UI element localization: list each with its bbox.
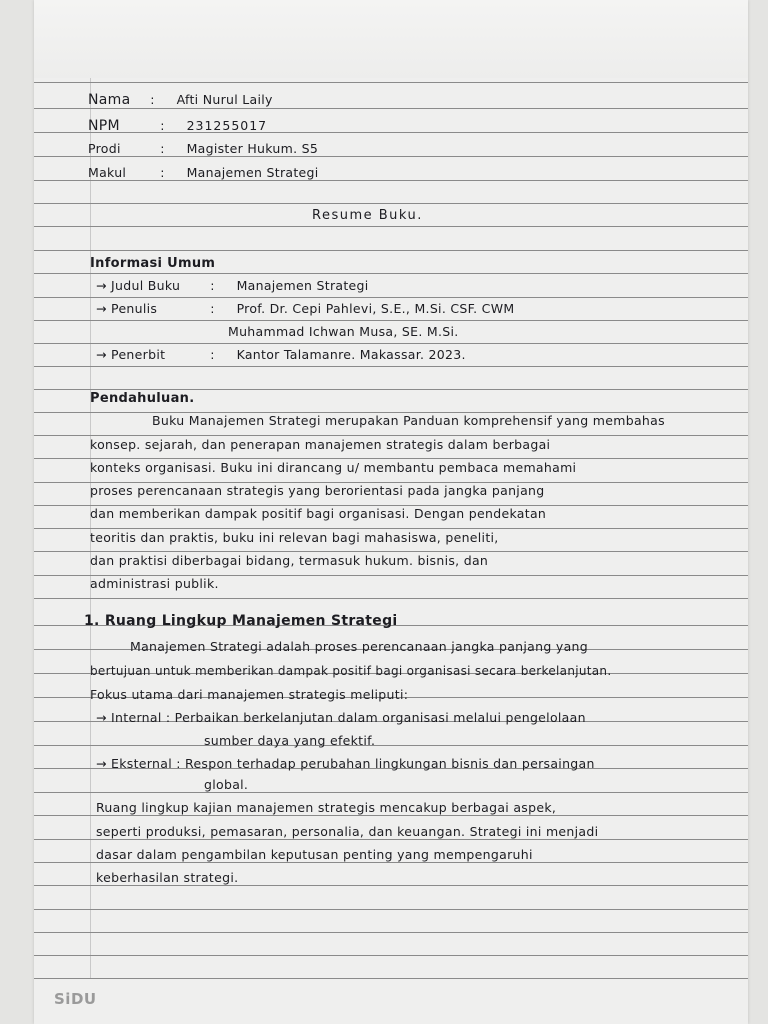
notebook-page xyxy=(34,0,748,1024)
info-penerbit-label: → Penerbit xyxy=(96,347,166,362)
info-item-penerbit xyxy=(96,346,466,364)
pendahuluan-line: konsep. sejarah, dan penerapan manajemen strategis dalam berbagai xyxy=(90,437,551,452)
info-penulis-value: Prof. Dr. Cepi Pahlevi, S.E., M.Si. CSF. CWM xyxy=(236,301,515,316)
notebook-brand-logo: SiDU xyxy=(54,990,97,1008)
page-title: Resume Buku. xyxy=(312,208,423,223)
matkul-row xyxy=(88,164,319,182)
matkul-value: Manajemen Strategi xyxy=(186,165,319,180)
info-item-penulis xyxy=(96,300,514,318)
info-penulis-colon: : xyxy=(210,301,215,316)
prodi-value: Magister Hukum. S5 xyxy=(186,141,319,156)
pendahuluan-line: proses perencanaan strategis yang berorientasi pada jangka panjang xyxy=(90,483,545,498)
handwriting-layer xyxy=(34,0,748,1024)
section1-line: bertujuan untuk memberikan dampak positif bagi organisasi secara berkelanjutan. xyxy=(90,664,612,678)
pendahuluan-heading: Pendahuluan. xyxy=(90,391,195,406)
prodi-row xyxy=(88,140,318,158)
pendahuluan-line: Buku Manajemen Strategi merupakan Panduan komprehensif yang membahas xyxy=(152,413,665,428)
section1-line: → Eksternal : Respon terhadap perubahan lingkungan bisnis dan persaingan xyxy=(96,756,595,771)
nama-colon: : xyxy=(150,92,155,107)
npm-colon: : xyxy=(160,118,165,133)
prodi-label: Prodi xyxy=(88,141,121,156)
npm-value: 231255017 xyxy=(186,118,268,133)
section1-line: global. xyxy=(204,777,249,792)
info-penulis-2-value: Muhammad Ichwan Musa, SE. M.Si. xyxy=(228,324,459,339)
pendahuluan-line: administrasi publik. xyxy=(90,576,219,591)
info-item-penulis-2 xyxy=(228,323,459,341)
section1-line: Manajemen Strategi adalah proses perencanaan jangka panjang yang xyxy=(130,639,588,654)
nama-row xyxy=(88,91,273,109)
info-penulis-label: → Penulis xyxy=(96,301,158,316)
section1-line: keberhasilan strategi. xyxy=(96,870,239,885)
info-judul-colon: : xyxy=(210,278,215,293)
prodi-colon: : xyxy=(160,141,165,156)
section1-line: sumber daya yang efektif. xyxy=(204,733,376,748)
npm-row xyxy=(88,117,267,135)
pendahuluan-line: dan memberikan dampak positif bagi organisasi. Dengan pendekatan xyxy=(90,506,547,521)
nama-label: Nama xyxy=(88,92,131,108)
pendahuluan-line: konteks organisasi. Buku ini dirancang u/ membantu pembaca memahami xyxy=(90,460,577,475)
nama-value: Afti Nurul Laily xyxy=(176,92,273,107)
section1-line: Ruang lingkup kajian manajemen strategis mencakup berbagai aspek, xyxy=(96,800,557,815)
matkul-colon: : xyxy=(160,165,165,180)
info-penerbit-colon: : xyxy=(210,347,215,362)
section1-line: Fokus utama dari manajemen strategis meliputi: xyxy=(90,687,409,702)
info-item-judul xyxy=(96,277,369,295)
info-penerbit-value: Kantor Talamanre. Makassar. 2023. xyxy=(236,347,466,362)
section1-line: → Internal : Perbaikan berkelanjutan dalam organisasi melalui pengelolaan xyxy=(96,710,586,725)
informasi-heading: Informasi Umum xyxy=(90,256,216,271)
info-judul-label: → Judul Buku xyxy=(96,278,181,293)
pendahuluan-line: dan praktisi diberbagai bidang, termasuk hukum. bisnis, dan xyxy=(90,553,489,568)
npm-label: NPM xyxy=(88,118,120,134)
section1-heading: 1. Ruang Lingkup Manajemen Strategi xyxy=(84,613,398,629)
info-judul-value: Manajemen Strategi xyxy=(236,278,369,293)
pendahuluan-line: teoritis dan praktis, buku ini relevan bagi mahasiswa, peneliti, xyxy=(90,530,499,545)
section1-line: seperti produksi, pemasaran, personalia, dan keuangan. Strategi ini menjadi xyxy=(96,824,599,839)
section1-line: dasar dalam pengambilan keputusan penting yang mempengaruhi xyxy=(96,847,533,862)
matkul-label: Makul xyxy=(88,165,127,180)
